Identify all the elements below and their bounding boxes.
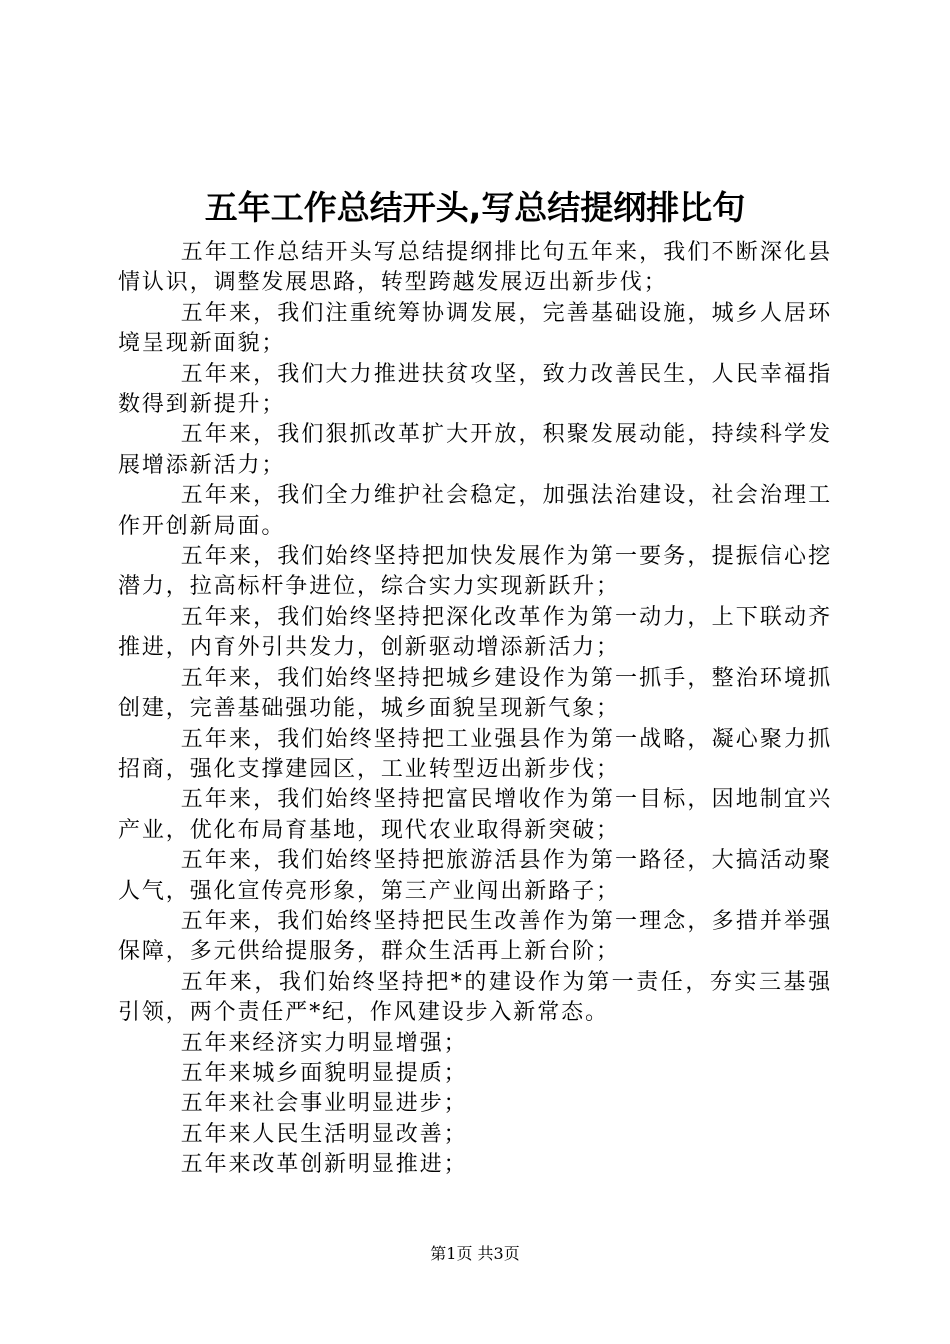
paragraph: 五年来，我们注重统筹协调发展，完善基础设施，城乡人居环境呈现新面貌； xyxy=(118,300,832,357)
paragraph: 五年来，我们大力推进扶贫攻坚，致力改善民生，人民幸福指数得到新提升； xyxy=(118,361,832,418)
paragraph: 五年来改革创新明显推进； xyxy=(180,1152,468,1178)
paragraph: 五年来，我们始终坚持把旅游活县作为第一路径，大搞活动聚人气，强化宣传亮形象，第三产业闯出新路子； xyxy=(118,848,832,904)
paragraph: 五年来人民生活明显改善； xyxy=(180,1121,468,1147)
paragraph: 五年来城乡面貌明显提质； xyxy=(180,1060,468,1086)
paragraph: 五年来，我们始终坚持把加快发展作为第一要务，提振信心挖潜力，拉高标杆争进位，综合实力实现新跃升； xyxy=(118,544,832,600)
paragraph: 五年来社会事业明显进步； xyxy=(180,1091,468,1117)
paragraph: 五年来，我们始终坚持把民生改善作为第一理念，多措并举强保障，多元供给提服务，群众生活再上新台阶； xyxy=(118,908,832,965)
paragraph: 五年来，我们全力维护社会稳定，加强法治建设，社会治理工作开创新局面。 xyxy=(118,483,832,539)
paragraph: 五年来，我们始终坚持把工业强县作为第一战略，凝心聚力抓招商，强化支撑建园区，工业转型迈出新步伐； xyxy=(118,726,832,782)
paragraph: 五年来，我们始终坚持把*的建设作为第一责任，夯实三基强引领，两个责任严*纪，作风建设步入新常态。 xyxy=(118,969,832,1026)
paragraph: 五年来经济实力明显增强； xyxy=(180,1030,468,1056)
paragraph: 五年来，我们始终坚持把富民增收作为第一目标，因地制宜兴产业，优化布局育基地，现代农业取得新突破； xyxy=(118,787,832,843)
document-title: 五年工作总结开头,写总结提纲排比句 xyxy=(204,188,746,227)
paragraph: 五年来，我们狠抓改革扩大开放，积聚发展动能，持续科学发展增添新活力； xyxy=(118,422,832,478)
paragraph: 五年来，我们始终坚持把城乡建设作为第一抓手，整治环境抓创建，完善基础强功能，城乡面貌呈现新气象； xyxy=(118,665,832,722)
paragraph: 五年来，我们始终坚持把深化改革作为第一动力，上下联动齐推进，内育外引共发力，创新驱动增添新活力； xyxy=(118,604,832,661)
document-body xyxy=(118,238,832,1181)
page-footer: 第1页 共3页 xyxy=(430,1244,520,1263)
paragraph: 五年工作总结开头写总结提纲排比句五年来，我们不断深化县情认识，调整发展思路，转型跨越发展迈出新步伐； xyxy=(118,240,832,296)
